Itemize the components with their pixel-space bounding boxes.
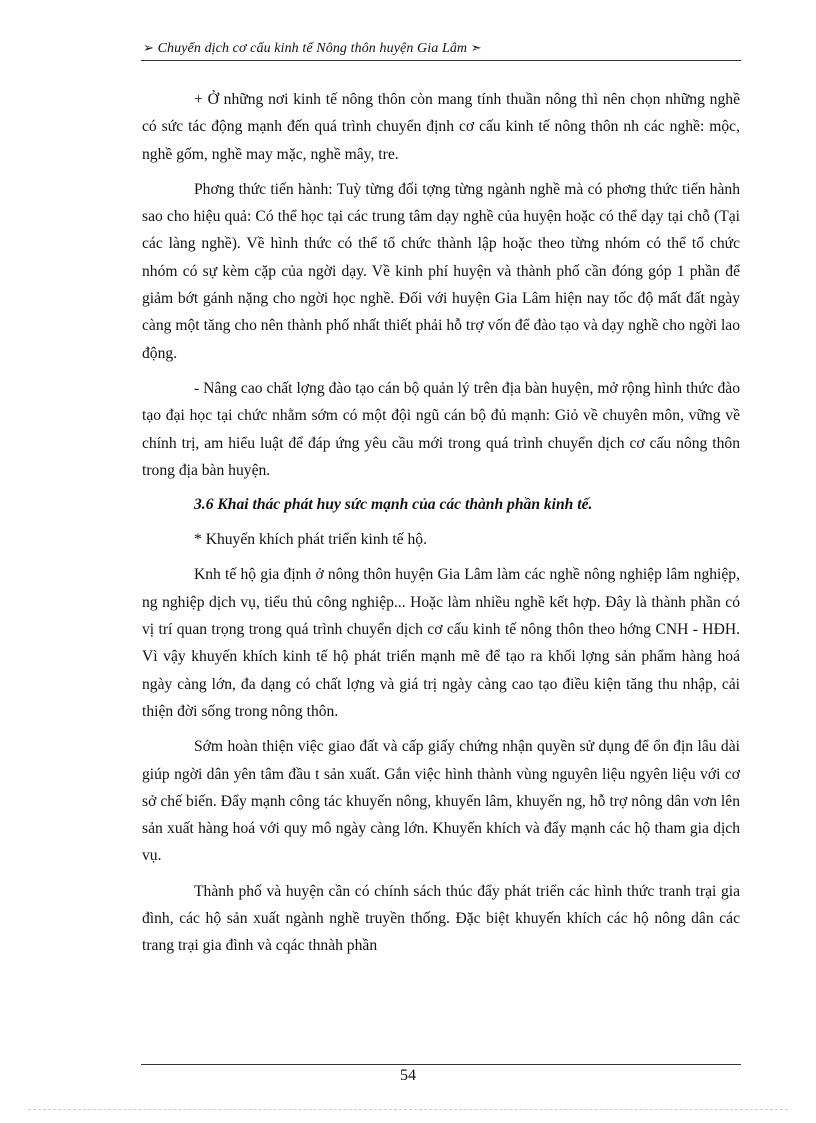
page-number: 54 [400, 1067, 416, 1084]
arrow-right-icon: ➢ [143, 40, 154, 55]
footer-divider [141, 1064, 741, 1065]
paragraph-5: Knh tế hộ gia định ở nông thôn huyện Gia Lâm làm các nghề nông nghiệp lâm nghiệp, ng nghiệp dịch vụ, tiểu thủ công nghiệp... Hoặc làm nhiều nghề kết hợp. Đây là thành phần có vị trí quan trọng trong quá trình chuyển dịch cơ cấu kinh tế nông thôn theo hớng CNH - HĐH. Vì vậy khuyến khích kinh tế hộ phát triển mạnh mẽ để tạo ra khối lợng sản phẩm hàng hoá ngày càng lớn, đa dạng có chất lợng và giá trị ngày càng cao tạo điều kiện tăng thu nhập, cải thiện đời sống trong nông thôn. [142, 566, 740, 720]
document-body [142, 86, 740, 968]
paragraph-3: - Nâng cao chất lợng đào tạo cán bộ quản lý trên địa bàn huyện, mở rộng hình thức đào tạo đại học tại chức nhằm sớm có một đội ngũ cán bộ đủ mạnh: Giỏ về chuyên môn, vững về chính trị, am hiểu luật để đáp ứng yêu cầu mới trong quá trình chuyển dịch cơ cấu nông thôn trong địa bàn huyện. [142, 379, 740, 479]
header-title: Chuyển dịch cơ cấu kinh tế Nông thôn huyện Gia Lâm [157, 41, 468, 56]
paragraph-2: Phơng thức tiến hành: Tuỳ từng đối tợng từng ngành nghề mà có phơng thức tiến hành sao cho hiệu quả: Có thể học tại các trung tâm dạy nghề của huyện hoặc có thể dạy tại chỗ (Tại các làng nghề). Về hình thức có thể tổ chức thành lập hoặc theo từng nhóm có thể tổ chức nhóm có sự kèm cặp của ngời dạy. Về kinh phí huyện và thành phố cần đóng góp 1 phần để giảm bớt gánh nặng cho ngời học nghề. Đối với huyện Gia Lâm hiện nay tốc độ mất đất ngày càng một tăng cho nên thành phố nhất thiết phải hỗ trợ vốn để đào tạo và dạy nghề cho ngời lao động. [142, 180, 740, 362]
section-heading: 3.6 Khai thác phát huy sức mạnh của các thành phần kinh tế. [194, 496, 593, 514]
paragraph-7: Thành phố và huyện cần có chính sách thúc đẩy phát triển các hình thức tranh trại gia đình, các hộ sản xuất ngành nghề truyền thống. Đặc biệt khuyến khích các hộ nông dân các trang trại gia đình và cqác thnàh phần [142, 882, 740, 955]
arrow-left-icon: ➣ [470, 40, 482, 55]
paragraph-1: + Ở những nơi kinh tế nông thôn còn mang tính thuần nông thì nên chọn những nghề có sức tác động mạnh đến quá trình chuyển định cơ cấu kinh tế nông thôn nh các nghề: mộc, nghề gốm, nghề may mặc, nghề mây, tre. [142, 91, 740, 163]
page-edge-divider [28, 1109, 788, 1110]
paragraph-6: Sớm hoàn thiện việc giao đất và cấp giấy chứng nhận quyền sử dụng để ổn địn lâu dài giúp ngời dân yên tâm đầu t sản xuất. Gắn việc hình thành vùng nguyên liệu ngyên liệu với cơ sở chế biến. Đẩy mạnh công tác khuyến nông, khuyến lâm, khuyến ng, hỗ trợ nông dân vơn lên sản xuất hàng hoá với quy mô ngày càng lớn. Khuyến khích và đẩy mạnh các hộ tham gia dịch vụ. [142, 738, 740, 865]
paragraph-4: * Khuyến khích phát triển kinh tế hộ. [194, 531, 427, 549]
header-title-row [143, 40, 482, 57]
page-header [141, 38, 741, 61]
